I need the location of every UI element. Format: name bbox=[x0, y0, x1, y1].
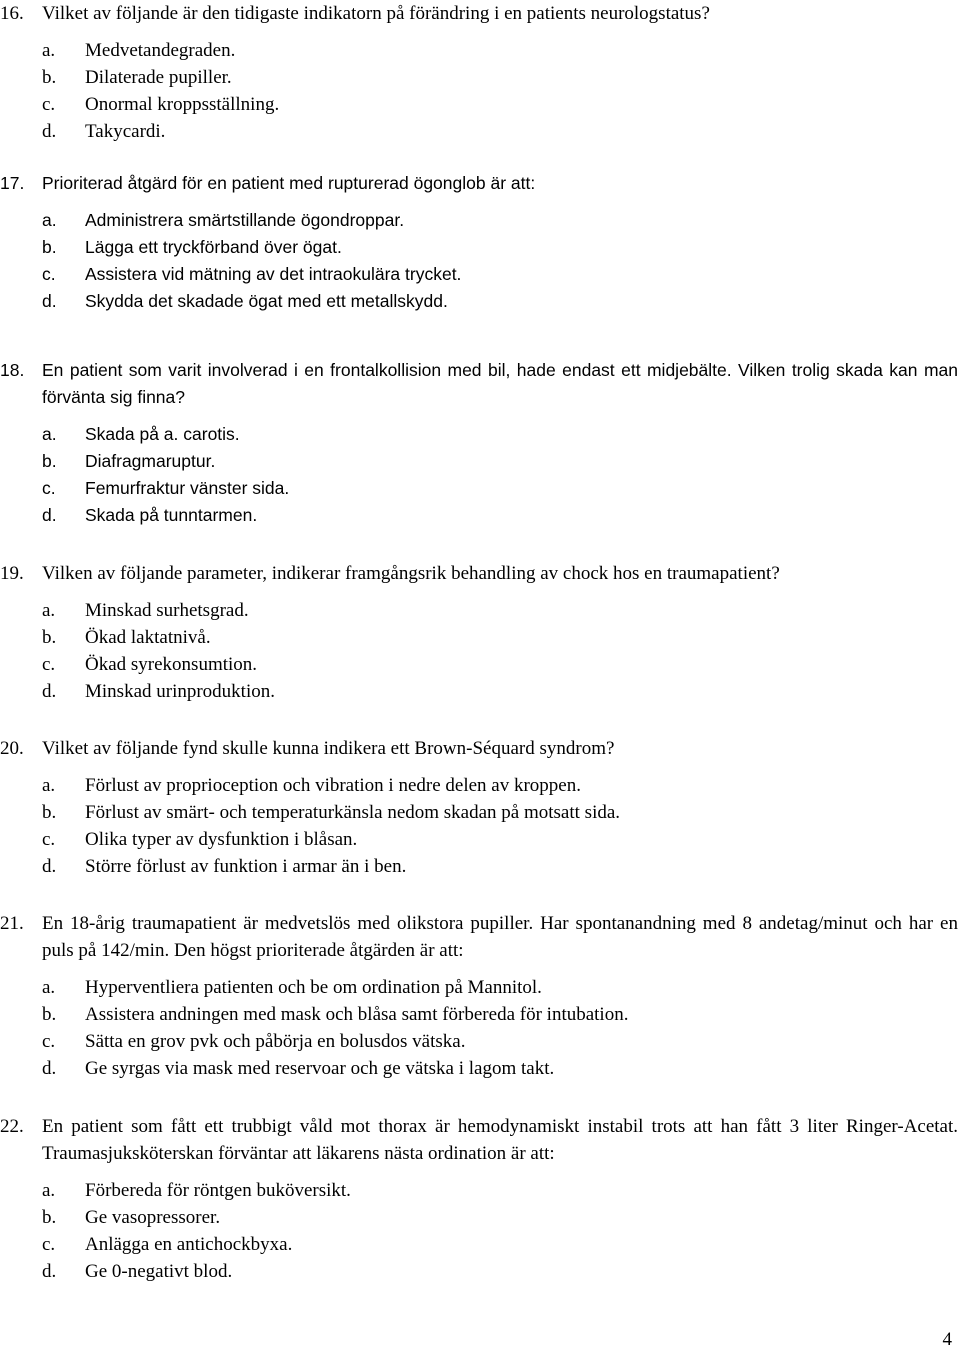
option-text: Sätta en grov pvk och påbörja en bolusdos vätska. bbox=[85, 1031, 466, 1052]
option-letter: c. bbox=[42, 654, 56, 675]
option-letter: c. bbox=[42, 1234, 56, 1255]
answer-option bbox=[0, 261, 960, 288]
option-text: Olika typer av dysfunktion i blåsan. bbox=[85, 829, 358, 850]
question-header bbox=[0, 0, 960, 27]
option-text: Förlust av smärt- och temperaturkänsla nedom skadan på motsatt sida. bbox=[85, 802, 621, 823]
question-block bbox=[0, 560, 960, 705]
option-letter: b. bbox=[42, 1207, 57, 1228]
question-header bbox=[0, 735, 960, 762]
option-letter: c. bbox=[42, 829, 56, 850]
question-text: Vilket av följande fynd skulle kunna indikera ett Brown-Séquard syndrom? bbox=[42, 738, 615, 759]
option-letter: b. bbox=[42, 67, 57, 88]
question-text: En patient som fått ett trubbigt våld mot thorax är hemodynamiskt instabil trots att han fått 3 liter Ringer-Acetat. Traumasjuksköterskan förväntar att läkarens nästa ordination är att: bbox=[42, 1116, 958, 1164]
option-text: Ge syrgas via mask med reservoar och ge vätska i lagom takt. bbox=[85, 1058, 555, 1079]
question-number: 21. bbox=[0, 913, 24, 934]
option-letter: a. bbox=[42, 424, 57, 444]
answer-option bbox=[0, 826, 960, 853]
question-number: 22. bbox=[0, 1116, 24, 1137]
answer-option bbox=[0, 597, 960, 624]
question-number: 19. bbox=[0, 563, 24, 584]
option-letter: b. bbox=[42, 237, 57, 257]
option-text: Minskad surhetsgrad. bbox=[85, 600, 249, 621]
option-letter: b. bbox=[42, 627, 57, 648]
answer-option bbox=[0, 1204, 960, 1231]
answer-option bbox=[0, 1177, 960, 1204]
option-text: Ökad syrekonsumtion. bbox=[85, 654, 258, 675]
answer-option bbox=[0, 1231, 960, 1258]
answer-option bbox=[0, 1001, 960, 1028]
option-text: Skada på tunntarmen. bbox=[85, 505, 258, 525]
option-text: Ge 0-negativt blod. bbox=[85, 1261, 233, 1282]
answer-option bbox=[0, 799, 960, 826]
answer-option bbox=[0, 64, 960, 91]
option-text: Minskad urinproduktion. bbox=[85, 681, 275, 702]
answer-option bbox=[0, 288, 960, 315]
option-letter: b. bbox=[42, 1004, 57, 1025]
option-letter: d. bbox=[42, 681, 57, 702]
option-text: Femurfraktur vänster sida. bbox=[85, 478, 290, 498]
option-text: Anlägga en antichockbyxa. bbox=[85, 1234, 293, 1255]
option-letter: c. bbox=[42, 478, 56, 498]
option-text: Ge vasopressorer. bbox=[85, 1207, 221, 1228]
option-text: Lägga ett tryckförband över ögat. bbox=[85, 237, 342, 257]
option-letter: c. bbox=[42, 264, 56, 284]
answer-option bbox=[0, 678, 960, 705]
question-block bbox=[0, 910, 960, 1082]
option-text: Större förlust av funktion i armar än i ben. bbox=[85, 856, 407, 877]
option-text: Diafragmaruptur. bbox=[85, 451, 216, 471]
option-letter: c. bbox=[42, 1031, 56, 1052]
answer-option bbox=[0, 624, 960, 651]
question-text: En patient som varit involverad i en frontalkollision med bil, hade endast ett midjebälte. Vilken trolig skada kan man förvänta sig finna? bbox=[42, 360, 958, 407]
answer-option bbox=[0, 118, 960, 145]
question-header bbox=[0, 910, 960, 964]
option-text: Assistera andningen med mask och blåsa samt förbereda för intubation. bbox=[85, 1004, 629, 1025]
option-letter: a. bbox=[42, 40, 56, 61]
option-letter: b. bbox=[42, 802, 57, 823]
option-letter: b. bbox=[42, 451, 57, 471]
question-number: 20. bbox=[0, 738, 24, 759]
option-letter: d. bbox=[42, 291, 57, 311]
page-number: 4 bbox=[942, 1329, 952, 1350]
option-text: Administrera smärtstillande ögondroppar. bbox=[85, 210, 405, 230]
answer-option bbox=[0, 421, 960, 448]
question-header bbox=[0, 170, 960, 197]
question-text: Vilken av följande parameter, indikerar framgångsrik behandling av chock hos en traumapatient? bbox=[42, 563, 780, 584]
answer-options bbox=[0, 974, 960, 1082]
option-text: Ökad laktatnivå. bbox=[85, 627, 211, 648]
question-block bbox=[0, 357, 960, 529]
option-letter: d. bbox=[42, 1058, 57, 1079]
answer-option bbox=[0, 1258, 960, 1285]
option-text: Förbereda för röntgen buköversikt. bbox=[85, 1180, 351, 1201]
question-number: 16. bbox=[0, 3, 24, 24]
option-text: Assistera vid mätning av det intraokulära trycket. bbox=[85, 264, 462, 284]
option-letter: d. bbox=[42, 121, 57, 142]
question-block bbox=[0, 735, 960, 880]
question-block bbox=[0, 1113, 960, 1285]
option-text: Skydda det skadade ögat med ett metallskydd. bbox=[85, 291, 448, 311]
question-text: Prioriterad åtgärd för en patient med rupturerad ögonglob är att: bbox=[42, 173, 536, 193]
answer-option bbox=[0, 91, 960, 118]
answer-option bbox=[0, 651, 960, 678]
option-text: Skada på a. carotis. bbox=[85, 424, 240, 444]
answer-option bbox=[0, 475, 960, 502]
answer-option bbox=[0, 37, 960, 64]
answer-options bbox=[0, 37, 960, 145]
option-text: Hyperventliera patienten och be om ordination på Mannitol. bbox=[85, 977, 542, 998]
answer-options bbox=[0, 772, 960, 880]
question-text: Vilket av följande är den tidigaste indikatorn på förändring i en patients neurologstatus? bbox=[42, 3, 710, 24]
question-text: En 18-årig traumapatient är medvetslös med olikstora pupiller. Har spontanandning med 8 andetag/minut och har en puls på 142/min. Den högst prioriterade åtgärden är att: bbox=[42, 913, 958, 961]
answer-option bbox=[0, 234, 960, 261]
option-letter: c. bbox=[42, 94, 56, 115]
question-number: 18. bbox=[0, 360, 25, 380]
option-text: Takycardi. bbox=[85, 121, 166, 142]
question-header bbox=[0, 357, 960, 411]
option-letter: a. bbox=[42, 775, 56, 796]
answer-option bbox=[0, 207, 960, 234]
question-block bbox=[0, 0, 960, 145]
option-letter: d. bbox=[42, 1261, 57, 1282]
answer-options bbox=[0, 1177, 960, 1285]
answer-options bbox=[0, 597, 960, 705]
option-letter: a. bbox=[42, 210, 57, 230]
answer-option bbox=[0, 448, 960, 475]
option-letter: a. bbox=[42, 1180, 56, 1201]
question-header bbox=[0, 560, 960, 587]
option-letter: d. bbox=[42, 856, 57, 877]
answer-option bbox=[0, 1028, 960, 1055]
answer-option bbox=[0, 853, 960, 880]
option-letter: d. bbox=[42, 505, 57, 525]
answer-option bbox=[0, 502, 960, 529]
option-text: Medvetandegraden. bbox=[85, 40, 236, 61]
option-text: Onormal kroppsställning. bbox=[85, 94, 280, 115]
answer-options bbox=[0, 421, 960, 529]
answer-option bbox=[0, 974, 960, 1001]
answer-option bbox=[0, 1055, 960, 1082]
option-letter: a. bbox=[42, 600, 56, 621]
option-text: Förlust av proprioception och vibration i nedre delen av kroppen. bbox=[85, 775, 581, 796]
answer-option bbox=[0, 772, 960, 799]
option-text: Dilaterade pupiller. bbox=[85, 67, 232, 88]
option-letter: a. bbox=[42, 977, 56, 998]
answer-options bbox=[0, 207, 960, 315]
question-header bbox=[0, 1113, 960, 1167]
question-number: 17. bbox=[0, 173, 25, 193]
question-block bbox=[0, 170, 960, 315]
